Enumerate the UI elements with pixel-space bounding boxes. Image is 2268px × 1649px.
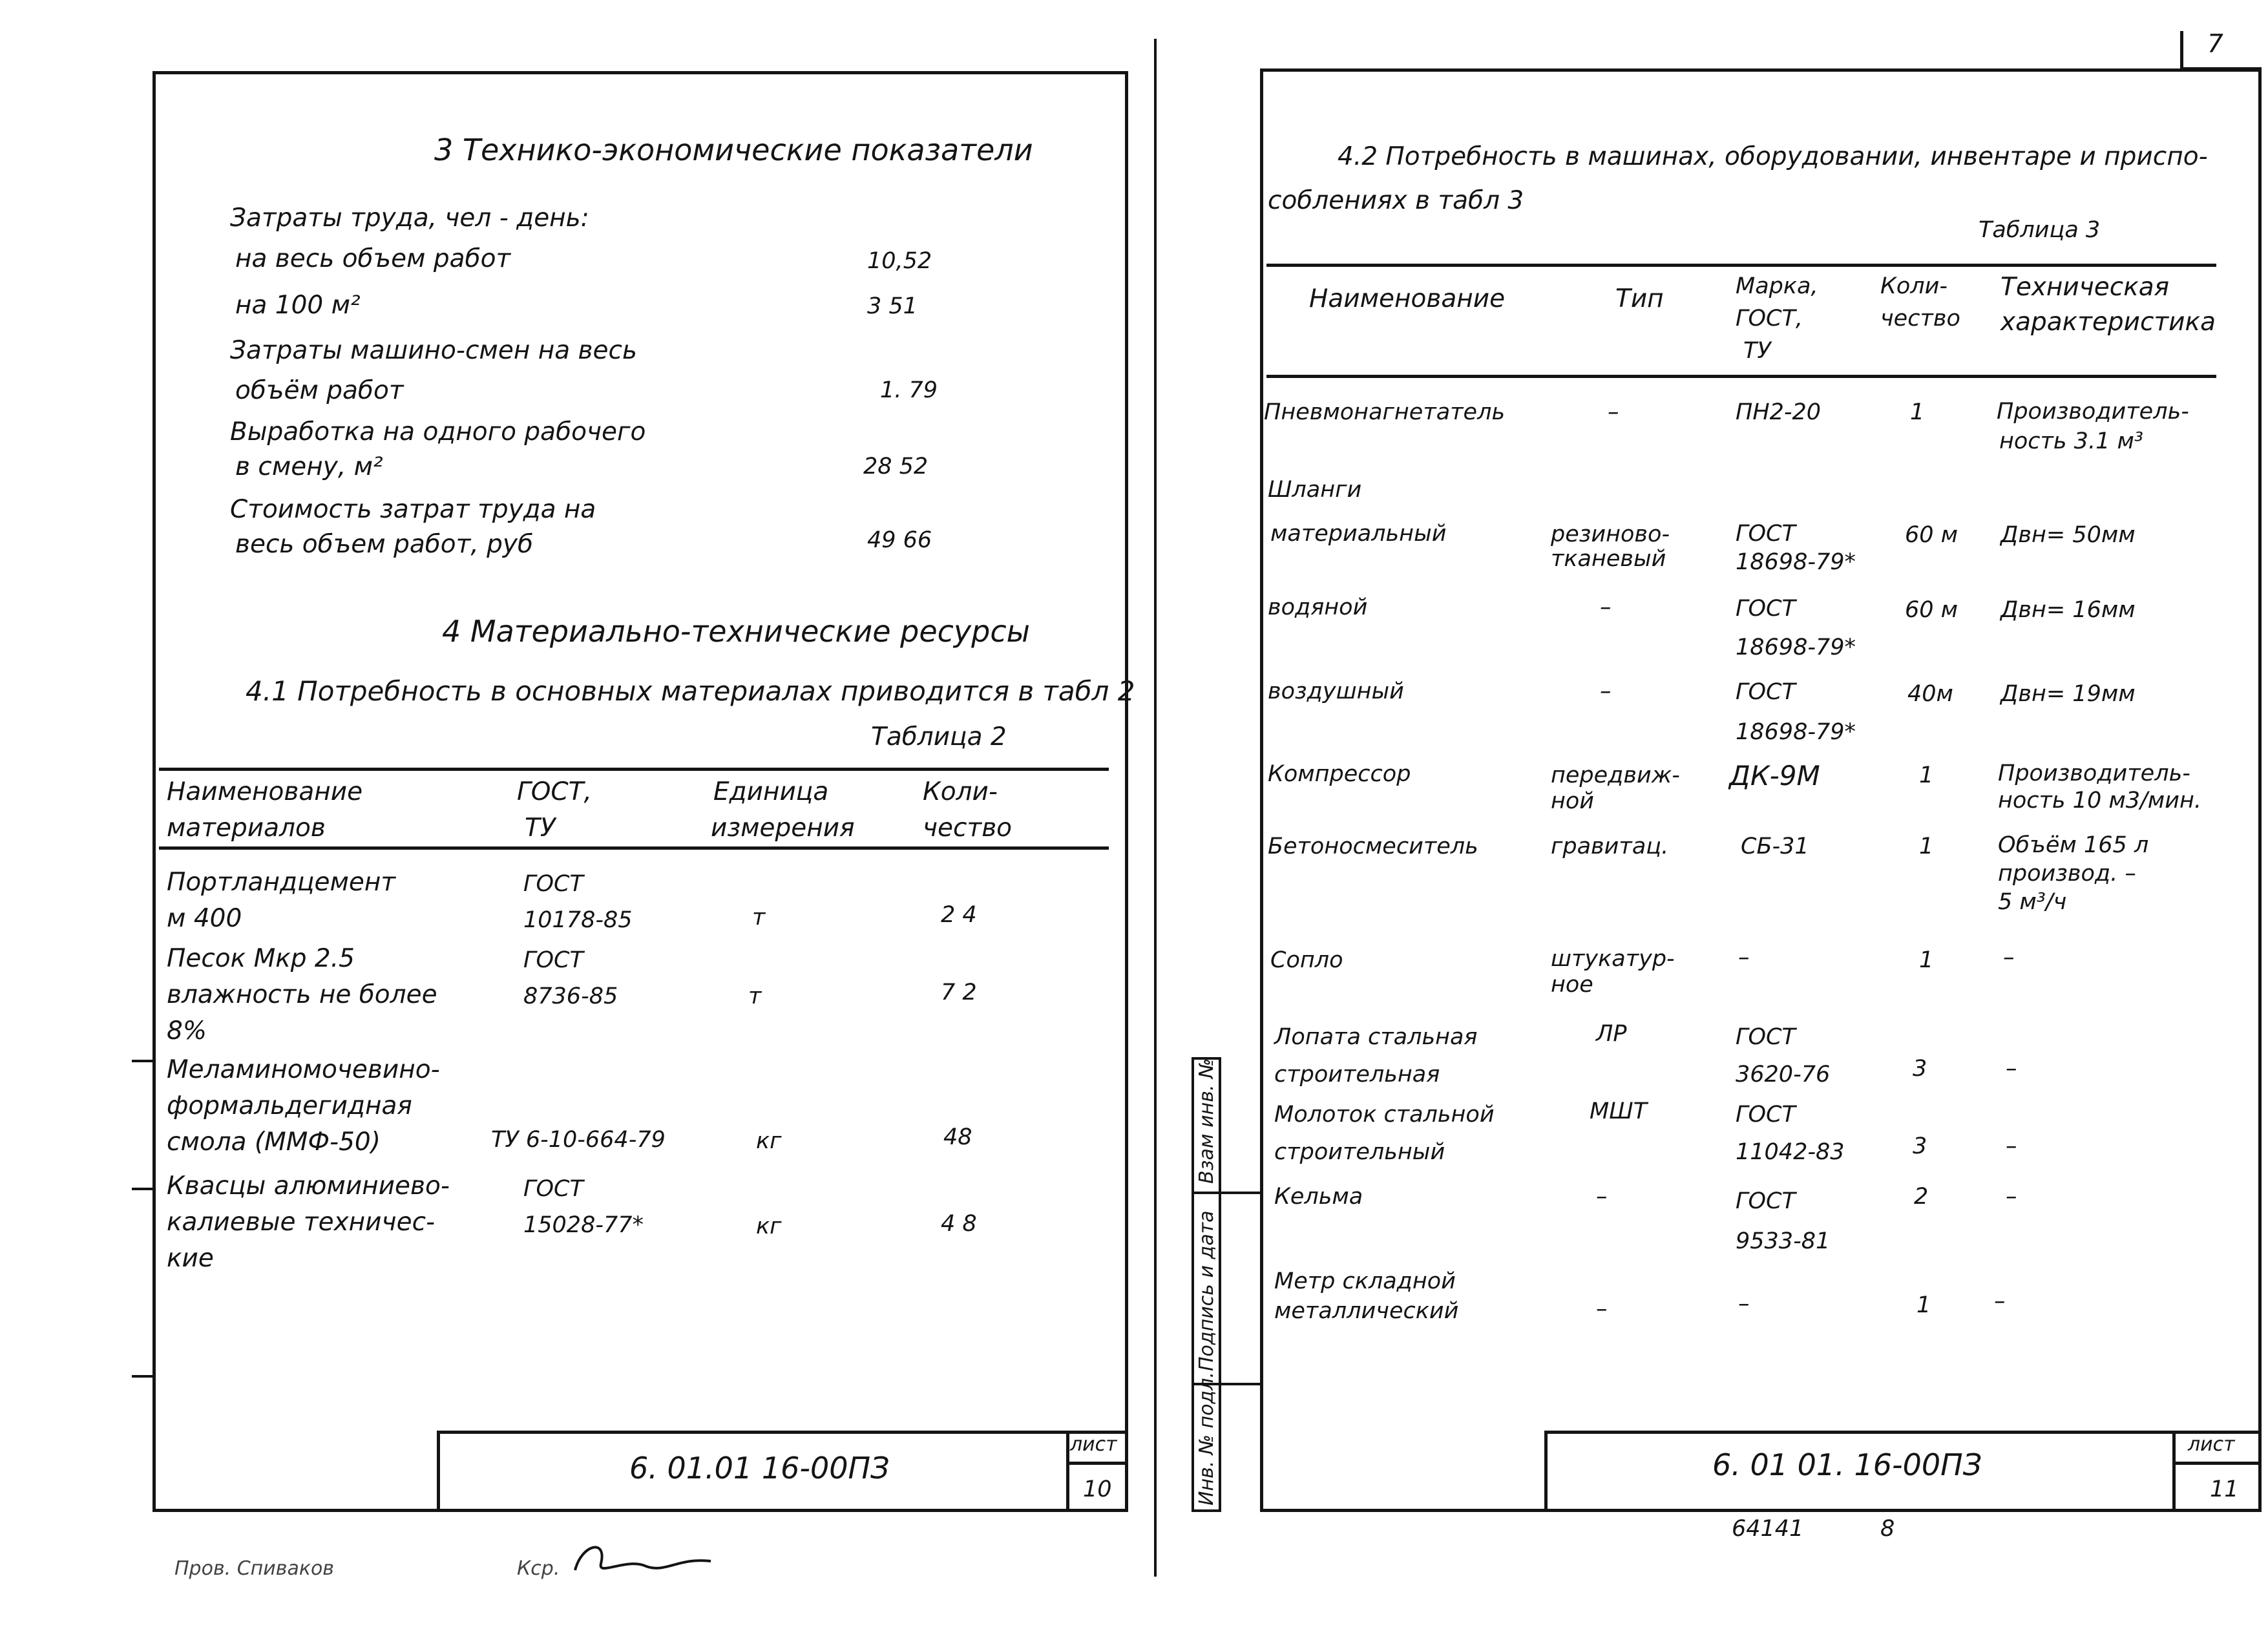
table-3-header: Наименование	[1309, 284, 1506, 313]
indicator-value: 10,52	[867, 248, 932, 274]
table-row-name: Лопата стальная строительная	[1274, 1024, 1478, 1087]
table-row-qty: 1	[1919, 947, 1934, 973]
table-row-qty: 48	[943, 1124, 972, 1150]
footer-checked-by: Пров. Спиваков	[174, 1557, 334, 1580]
table-row-spec: –	[2003, 945, 2015, 971]
table-row-spec: –	[2006, 1184, 2017, 1210]
indicator-label: объём работ	[235, 376, 404, 405]
table-row-qty: 2	[1914, 1184, 1929, 1210]
table-row-spec: Производитель- ность 10 м3/мин.	[1998, 761, 2201, 814]
table-2-header: Единица измерения	[711, 777, 855, 843]
side-label-inv-original: Инв. № подл.	[1195, 1372, 1218, 1506]
table-3-top-rule	[1266, 264, 2216, 267]
page-divider	[1154, 39, 1157, 1577]
footer-number-1: 64141	[1732, 1516, 1804, 1542]
table-row-qty: 4 8	[941, 1211, 977, 1237]
left-sheet-label: лист	[1070, 1433, 1117, 1456]
section-4-title: 4 Материально-технические ресурсы	[442, 614, 1030, 649]
table-row-mark: –	[1738, 945, 1750, 971]
table-row-type: –	[1596, 1184, 1608, 1210]
section-4-2-line1: 4.2 Потребность в машинах, оборудовании, инвентаре и приспо-	[1338, 142, 2208, 171]
table-2-caption: Таблица 2	[871, 722, 1007, 751]
table-row-name: Меламиномочевино- формальдегидная смола (ММФ-50)	[167, 1055, 440, 1157]
indicator-label: на весь объем работ	[235, 244, 511, 273]
indicator-value: 28 52	[863, 454, 929, 479]
table-row-qty: 2 4	[941, 902, 977, 928]
table-row-name: Шланги	[1268, 477, 1362, 503]
table-row-mark: ГОСТ 3620-76	[1736, 1024, 1831, 1087]
indicator-label: Стоимость затрат труда на	[230, 495, 596, 524]
table-2-header: Коли- чество	[923, 777, 1013, 843]
side-label-replaced-inv: Взам инв. №	[1195, 1058, 1218, 1184]
table-row-spec: –	[2006, 1133, 2017, 1159]
table-row-type: МШТ	[1590, 1098, 1648, 1124]
right-title-block-divider	[2172, 1431, 2176, 1512]
side-label-signature-date: Подпись и дата	[1195, 1210, 1218, 1371]
indicator-label: весь объем работ, руб	[235, 530, 534, 559]
table-row-type: –	[1608, 399, 1619, 425]
table-3-caption: Таблица 3	[1979, 217, 2101, 243]
top-page-number: 7	[2207, 30, 2223, 59]
table-row-name: Пневмонагнетатель	[1264, 399, 1506, 425]
signature-scribble	[569, 1538, 717, 1583]
right-document-code: 6. 01 01. 16-00ПЗ	[1712, 1447, 1982, 1482]
table-row-type: –	[1596, 1296, 1608, 1322]
indicator-label: на 100 м²	[235, 291, 361, 320]
table-row-name: Кельма	[1274, 1184, 1363, 1210]
table-row-gost: ГОСТ 8736-85	[523, 947, 618, 1009]
right-sheet-label: лист	[2188, 1433, 2235, 1456]
indicator-label: в смену, м²	[235, 452, 383, 481]
table-row-name: Портландцемент м 400	[167, 868, 396, 933]
table-row-spec: Двн= 16мм	[2000, 597, 2136, 623]
table-2-top-rule	[159, 768, 1109, 771]
top-page-number-box	[2180, 31, 2183, 68]
left-title-block-sheet-rule	[1066, 1462, 1128, 1465]
margin-tick	[132, 1060, 154, 1062]
table-row-mark: ГОСТ 9533-81	[1736, 1188, 1831, 1254]
table-3-header-rule	[1266, 375, 2216, 378]
table-row-mark: ГОСТ 11042-83	[1736, 1102, 1845, 1165]
left-title-block-divider	[1066, 1431, 1069, 1512]
indicator-label: Затраты машино-смен на весь	[230, 336, 637, 365]
indicator-label: Затраты труда, чел - день:	[230, 204, 589, 233]
left-document-code: 6. 01.01 16-00ПЗ	[629, 1451, 890, 1486]
left-sheet-number: 10	[1083, 1476, 1112, 1502]
table-row-mark: ГОСТ 18698-79*	[1736, 679, 1856, 745]
table-row-gost: ТУ 6-10-664-79	[491, 1127, 666, 1153]
table-2-header: Наименование материалов	[167, 777, 363, 843]
table-row-spec: Производитель- ность 3.1 м³	[1997, 399, 2189, 454]
section-3-title: 3 Технико-экономические показатели	[434, 132, 1033, 167]
indicator-value: 3 51	[867, 293, 918, 319]
table-row-name: Сопло	[1270, 947, 1343, 973]
table-row-type: штукатур- ное	[1551, 946, 1675, 998]
table-row-type: передвиж- ной	[1551, 762, 1680, 814]
table-3-header: Техническая характеристика	[2000, 273, 2216, 337]
table-row-mark: ДК-9М	[1729, 760, 1820, 792]
table-row-qty: 1	[1916, 1292, 1931, 1318]
table-row-spec: –	[2006, 1056, 2017, 1082]
table-row-mark: ПН2-20	[1736, 399, 1822, 425]
table-row-name: Песок Мкр 2.5 влажность не более 8%	[167, 944, 437, 1045]
table-row-type: ЛР	[1596, 1021, 1627, 1047]
table-row-unit: т	[748, 983, 762, 1009]
table-row-name: Квасцы алюминиево- калиевые техничес- кие	[167, 1171, 450, 1273]
table-row-spec: Двн= 19мм	[2000, 681, 2136, 707]
table-row-mark: СБ-31	[1741, 834, 1809, 859]
table-row-type: –	[1600, 594, 1612, 620]
table-row-qty: 1	[1910, 399, 1925, 425]
table-row-mark: ГОСТ 18698-79*	[1736, 521, 1856, 575]
table-row-spec: Объём 165 л производ. – 5 м³/ч	[1998, 832, 2149, 915]
table-row-qty: 3	[1913, 1056, 1927, 1082]
margin-tick	[132, 1375, 154, 1378]
table-row-mark: –	[1738, 1291, 1750, 1317]
indicator-label: Выработка на одного рабочего	[230, 417, 646, 446]
section-4-2-line2: соблениях в табл 3	[1268, 186, 1524, 215]
table-row-unit: кг	[756, 1128, 782, 1154]
margin-tick	[132, 1188, 154, 1190]
table-3-header: Коли- чество	[1880, 273, 1960, 331]
table-row-type: –	[1600, 678, 1612, 704]
table-row-qty: 60 м	[1905, 522, 1958, 548]
table-row-spec: Двн= 50мм	[2000, 522, 2136, 548]
table-row-type: гравитац.	[1551, 834, 1669, 859]
table-row-spec: –	[1994, 1288, 2006, 1314]
table-row-name: Молоток стальной строительный	[1274, 1102, 1495, 1165]
indicator-value: 1. 79	[880, 377, 938, 403]
table-3-header: Тип	[1615, 284, 1664, 313]
table-row-qty: 3	[1913, 1133, 1927, 1159]
table-row-qty: 40м	[1907, 681, 1953, 707]
table-row-gost: ГОСТ 10178-85	[523, 871, 633, 933]
indicator-value: 49 66	[867, 527, 932, 553]
table-row-unit: кг	[756, 1213, 782, 1239]
right-sheet-number: 11	[2210, 1476, 2239, 1502]
footer-number-2: 8	[1880, 1516, 1895, 1542]
table-2-header: ГОСТ, ТУ	[517, 777, 592, 843]
table-row-mark: ГОСТ 18698-79*	[1736, 596, 1856, 660]
table-row-qty: 1	[1919, 834, 1934, 859]
table-row-qty: 7 2	[941, 980, 977, 1005]
right-title-block-sheet-rule	[2172, 1462, 2262, 1465]
table-row-name: Метр складной металлический	[1274, 1268, 1459, 1324]
table-row-name: водяной	[1268, 594, 1368, 620]
table-row-name: материальный	[1270, 521, 1447, 547]
section-4-1-text: 4.1 Потребность в основных материалах приводится в табл 2	[246, 675, 1135, 707]
side-label-strip-sep	[1192, 1192, 1260, 1194]
table-row-unit: т	[752, 905, 766, 930]
table-row-name: Бетоносмеситель	[1268, 834, 1478, 859]
table-3-header: Марка, ГОСТ, ТУ	[1736, 273, 1818, 364]
table-row-name: Компрессор	[1268, 761, 1411, 787]
table-2-header-rule	[159, 846, 1109, 850]
footer-kcp: Кср.	[517, 1557, 560, 1580]
table-row-type: резиново- тканевый	[1551, 521, 1670, 572]
table-row-qty: 1	[1919, 762, 1934, 788]
table-row-qty: 60 м	[1905, 597, 1958, 623]
table-row-name: воздушный	[1268, 678, 1404, 704]
table-row-gost: ГОСТ 15028-77*	[523, 1176, 644, 1238]
